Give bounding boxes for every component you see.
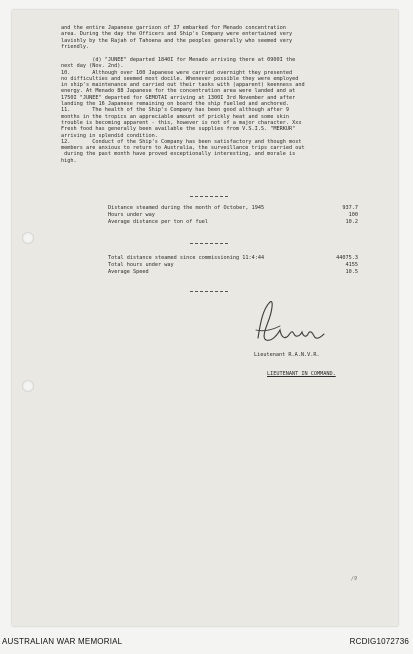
stat-label: Average Speed <box>108 269 149 275</box>
stat-value: 937.7 <box>342 205 358 211</box>
stat-label: Total distance steamed since commissioning 11:4:44 <box>108 255 265 261</box>
divider-2 <box>190 243 228 244</box>
stat-label: Hours under way <box>108 212 155 218</box>
paragraph-2: (d) "JUNEE" departed 1840I for Menado arriving there at 0900I the next day (Nov. 2nd). 10. Although over 100 Japanese were carried overnight they presented no difficulties and seemed most docile. Whenever possible they were employed in ship's maintenance and carried out their tasks with (apparent) keenness and energy. At Menado 88 Japanese for the concentration area were landed and at 1750I "JUNEE" departed for GEMOTAI arriving at 1300I 3rd November and after landing the 16 Japanese remaining on board the ship fuelled and anchored. 11. The health of the Ship's Company has been good although after 9 months in the tropics an appreciable amount of prickly heat and some skin trouble is becoming apparent - this, however is not of a major character. Xxx Fresh food has generally been available the supplies from V.S.I.S. "MERKUR" arriving in splendid condition. 12. Conduct of the Ship's Company has been satisfactory and though most members are anxious to return to Australia, the surveillance trips carried out during the past month have proved exceptionally interesting, and morale is high. <box>61 57 305 164</box>
divider-1 <box>190 196 228 197</box>
paragraph-1: and the entire Japanese garrison of 37 embarked for Menado concentration area. During the day the Officers and Ship's Company were entertained very lavishly by the Rajah of Tahoena and the peoples generally who seemed very friendly. <box>61 25 293 50</box>
punch-hole-top <box>22 232 34 244</box>
footer-record-id: RCDIG1072736 <box>349 637 409 646</box>
punch-hole-bottom <box>22 380 34 392</box>
command-line: LIEUTENANT IN COMMAND. <box>267 371 336 377</box>
page-mark: /9 <box>351 576 358 582</box>
stat-value: 4155 <box>345 262 358 268</box>
stat-value: 100 <box>348 212 358 218</box>
stat-label: Average distance per ton of fuel <box>108 219 208 225</box>
stat-label: Total hours under way <box>108 262 174 268</box>
stat-value: 10.2 <box>345 219 358 225</box>
stat-label: Distance steamed during the month of October, 1945 <box>108 205 265 211</box>
footer-institution: AUSTRALIAN WAR MEMORIAL <box>2 637 123 646</box>
divider-3 <box>190 291 228 292</box>
stat-value: 44075.3 <box>336 255 358 261</box>
stat-value: 10.5 <box>345 269 358 275</box>
handwritten-signature <box>250 296 330 351</box>
rank-line: Lieutenant R.A.N.V.R. <box>254 352 320 358</box>
